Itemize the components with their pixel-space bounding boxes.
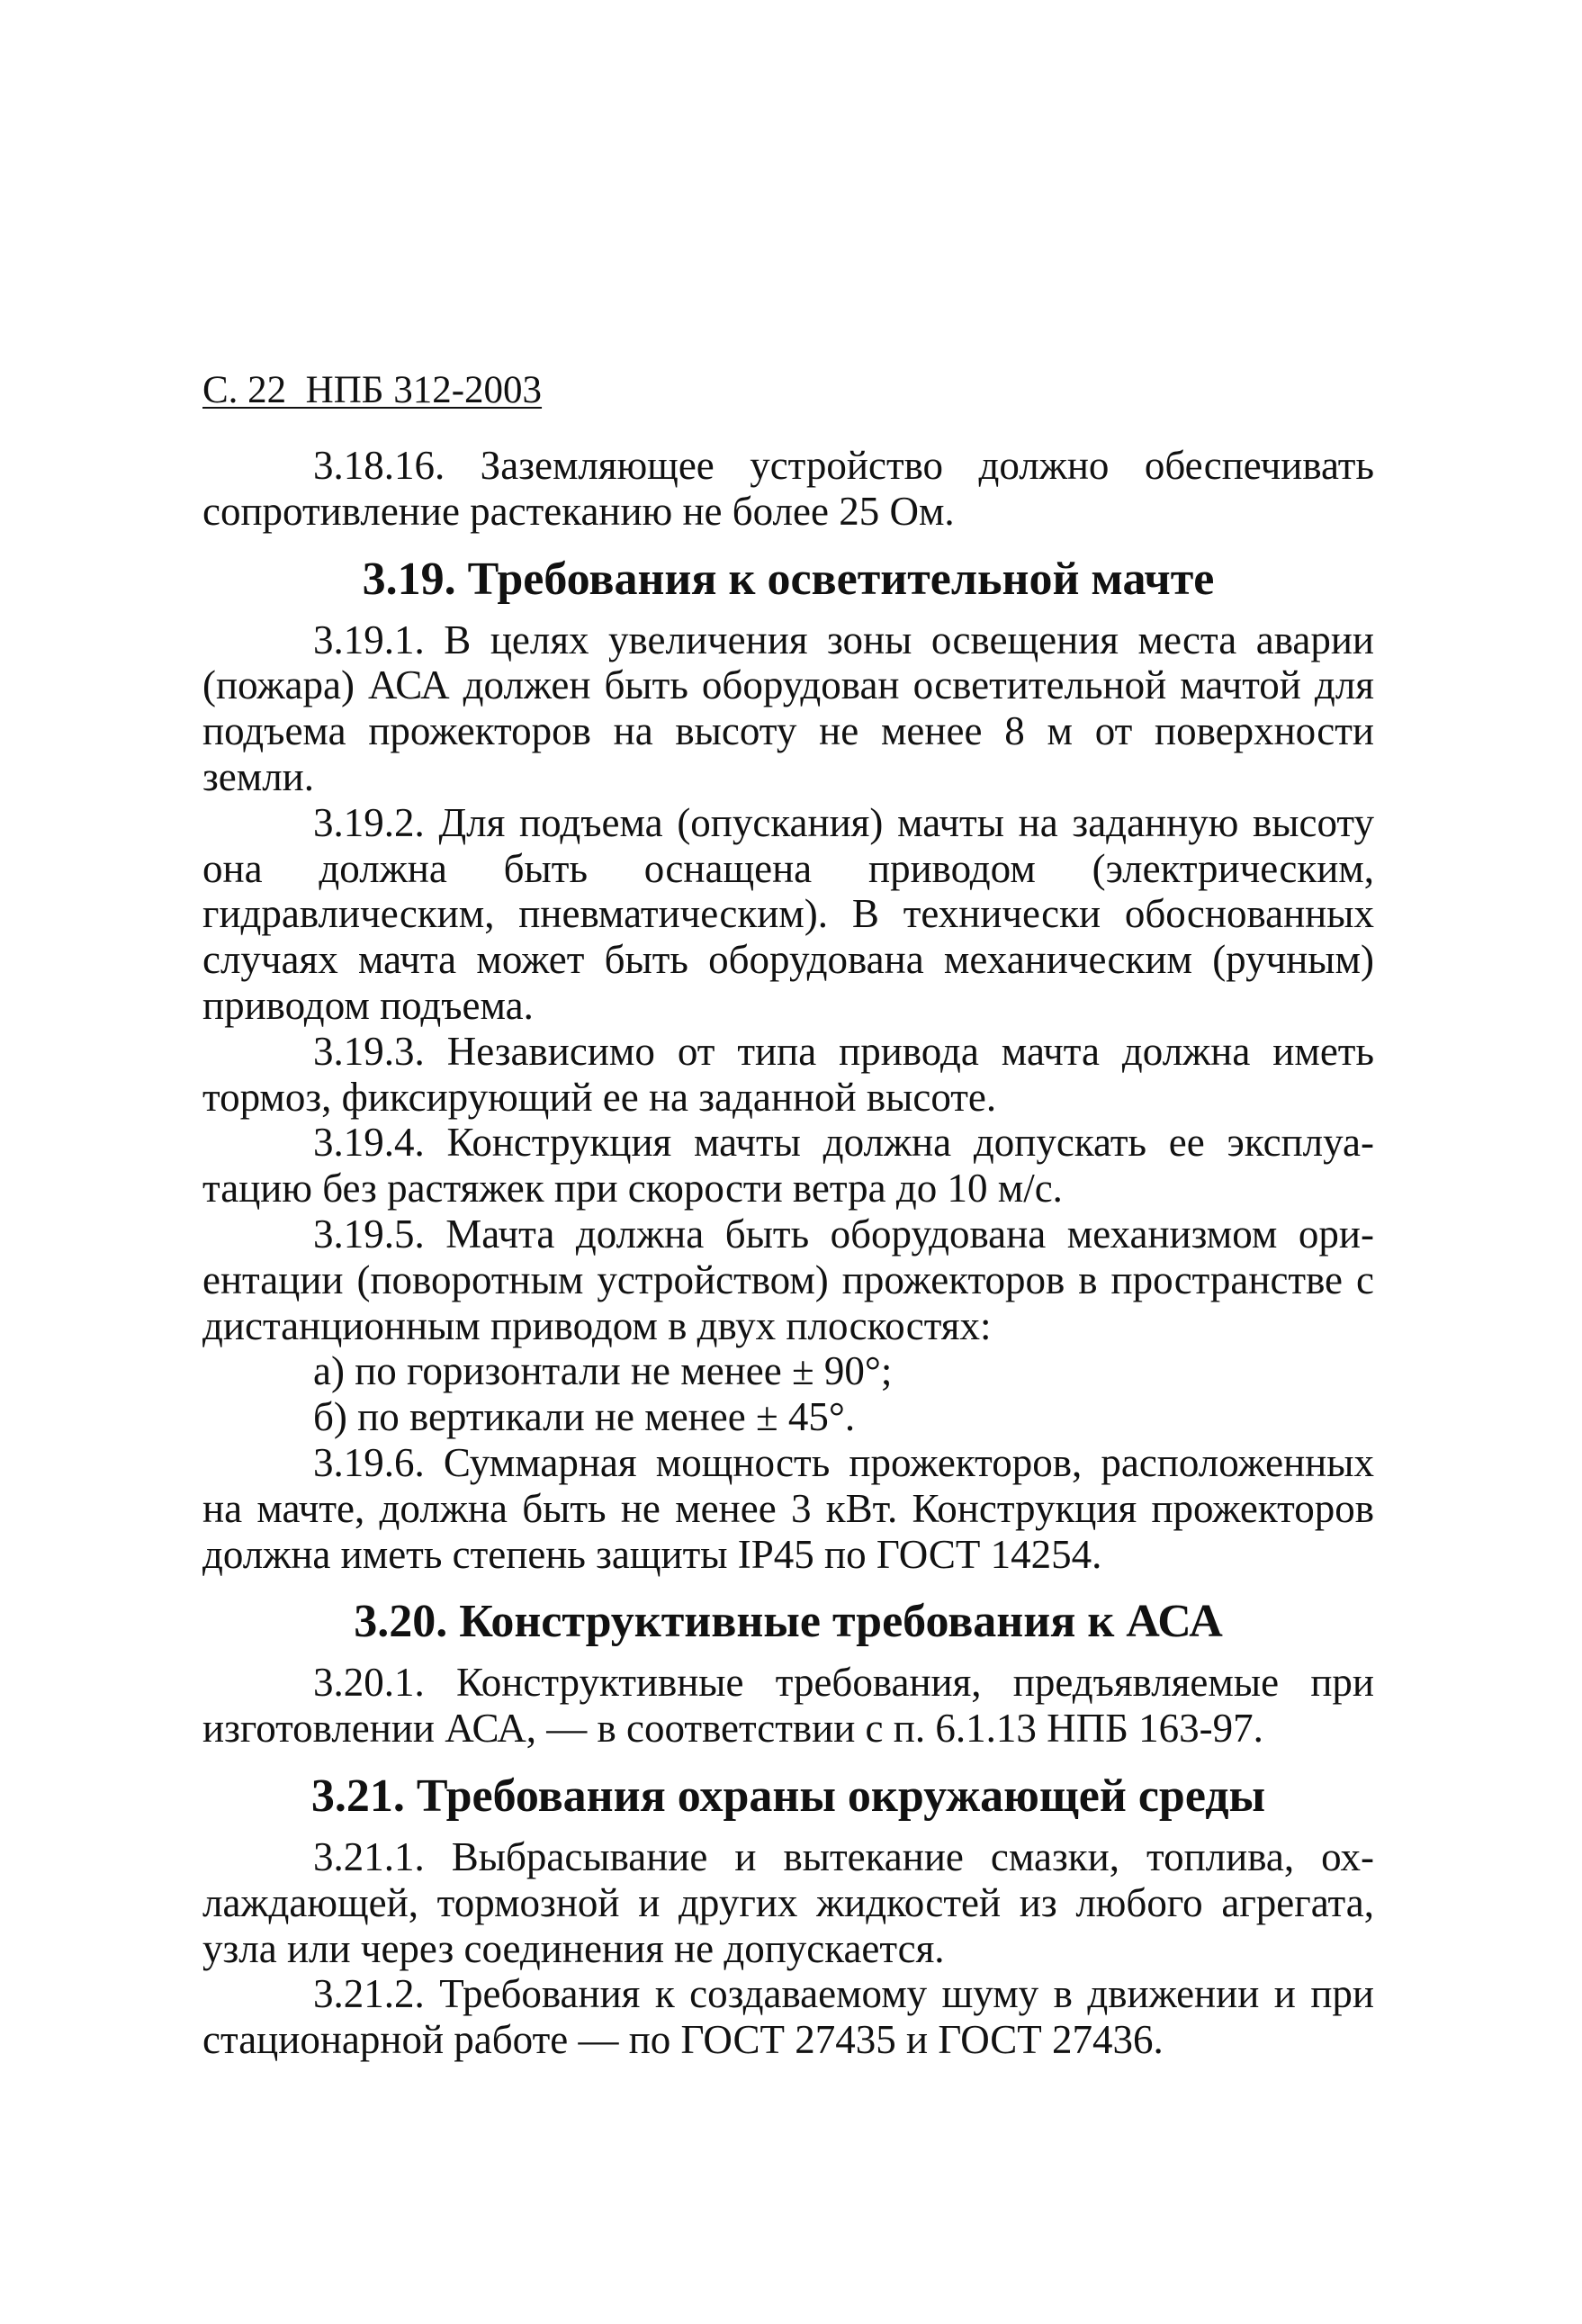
paragraph-3-19-5: 3.19.5. Мачта должна быть оборудована механизмом ориентации (поворотным устройством) прожекторов в пространстве с дистанционным приводом в двух плоскостях: xyxy=(202,1211,1374,1348)
paragraph-3-19-3: 3.19.3. Независимо от типа привода мачта должна иметь тормоз, фиксирующий ее на заданной высоте. xyxy=(202,1028,1374,1120)
paragraph-3-19-2: 3.19.2. Для подъема (опускания) мачты на заданную высоту она должна быть оснащена приводом (электрическим, гидравлическим, пневматическим). В технически обоснованных случаях мачта может быть оборудована механическим (ручным) приводом подъема. xyxy=(202,799,1374,1028)
paragraph-3-19-1: 3.19.1. В целях увеличения зоны освещения места аварии (пожара) АСА должен быть оборудован осветительной мачтой для подъема прожекторов на высоту не менее 8 м от поверхности земли. xyxy=(202,617,1374,799)
section-heading-3-21: 3.21. Требования охраны окружающей среды xyxy=(310,1770,1266,1822)
paragraph-3-19-6: 3.19.6. Суммарная мощность прожекторов, расположенных на мачте, должна быть не менее 3 кВт. Конструкция прожекторов должна иметь степень защиты IP45 по ГОСТ 14254. xyxy=(202,1439,1374,1577)
list-item-a: а) по горизонтали не менее ± 90°; xyxy=(313,1348,893,1394)
section-heading-3-20: 3.20. Конструктивные требования к АСА xyxy=(354,1596,1223,1648)
paragraph-3-18-16: 3.18.16. Заземляющее устройство должно обеспечивать сопротивление растеканию не более 25 Ом. xyxy=(202,443,1374,534)
section-heading-3-19: 3.19. Требования к осветительной мачте xyxy=(362,553,1215,605)
list-item-b: б) по вертикали не менее ± 45°. xyxy=(313,1394,856,1440)
paragraph-3-20-1: 3.20.1. Конструктивные требования, предъявляемые при изготовлении АСА, — в соответствии с п. 6.1.13 НПБ 163-97. xyxy=(202,1660,1374,1752)
page-header: С. 22 НПБ 312-2003 xyxy=(202,369,543,411)
paragraph-3-21-1: 3.21.1. Выбрасывание и вытекание смазки, топлива, охлаждающей, тормозной и других жидкостей из любого агрегата, узла или через соединения не допускается. xyxy=(202,1833,1374,1971)
paragraph-3-21-2: 3.21.2. Требования к создаваемому шуму в движении и при стационарной работе — по ГОСТ 27435 и ГОСТ 27436. xyxy=(202,1971,1374,2063)
page-body xyxy=(202,443,1374,2063)
paragraph-3-19-4: 3.19.4. Конструкция мачты должна допускать ее эксплуатацию без растяжек при скорости ветра до 10 м/с. xyxy=(202,1120,1374,1212)
